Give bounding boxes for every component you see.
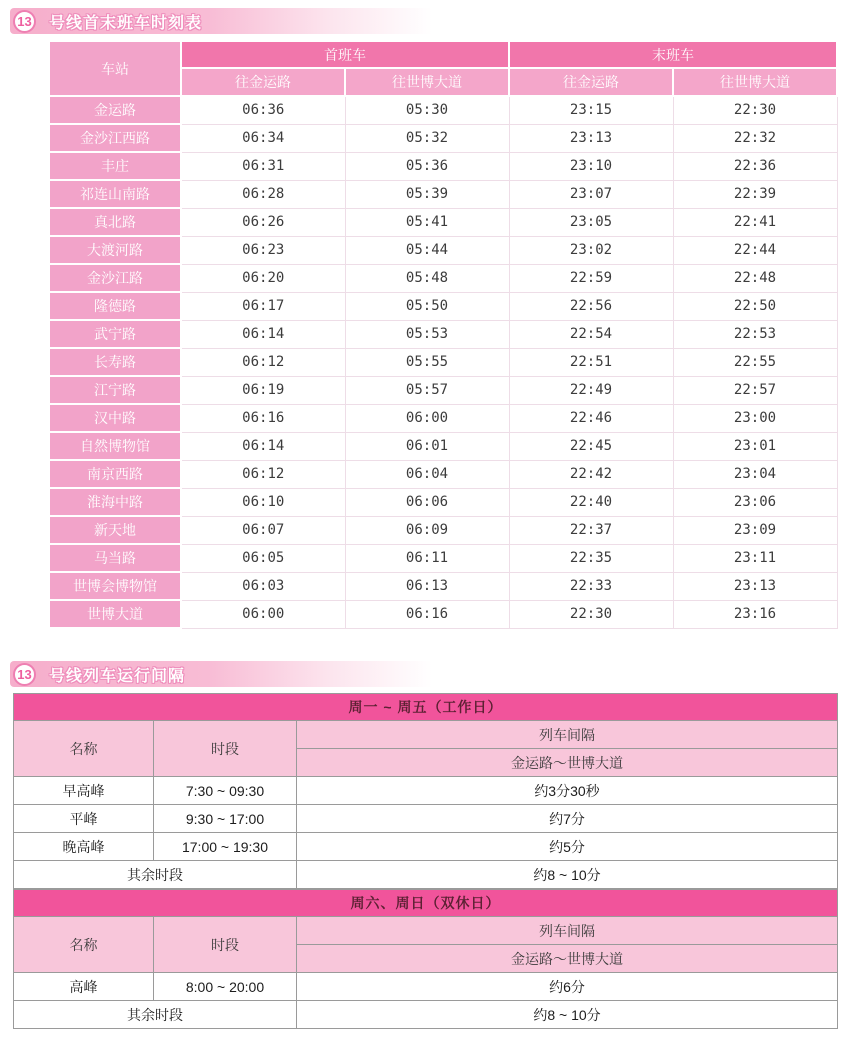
first-train-to-jinyun-cell: 06:03 bbox=[181, 572, 345, 600]
last-train-to-jinyun-cell: 23:15 bbox=[509, 96, 673, 124]
last-train-to-jinyun-cell: 22:35 bbox=[509, 544, 673, 572]
station-row bbox=[49, 180, 837, 208]
last-train-to-jinyun-cell: 23:07 bbox=[509, 180, 673, 208]
station-column-header: 车站 bbox=[49, 41, 181, 96]
station-row bbox=[49, 600, 837, 628]
first-train-to-shibo-cell: 05:32 bbox=[345, 124, 509, 152]
first-train-to-shibo-cell: 06:01 bbox=[345, 432, 509, 460]
last-train-to-shibo-cell: 22:44 bbox=[673, 236, 837, 264]
last-train-to-shibo-cell: 23:06 bbox=[673, 488, 837, 516]
period-name-cell: 早高峰 bbox=[14, 777, 154, 805]
other-period-interval: 约8 ~ 10分 bbox=[297, 861, 838, 889]
last-train-to-jinyun-cell: 22:46 bbox=[509, 404, 673, 432]
station-name-cell: 真北路 bbox=[49, 208, 181, 236]
last-train-to-shibo-cell: 22:55 bbox=[673, 348, 837, 376]
last-train-to-shibo-cell: 22:53 bbox=[673, 320, 837, 348]
first-train-to-jinyun-cell: 06:12 bbox=[181, 348, 345, 376]
first-train-to-shibo-cell: 05:36 bbox=[345, 152, 509, 180]
station-row bbox=[49, 404, 837, 432]
last-train-to-jinyun-cell: 22:37 bbox=[509, 516, 673, 544]
interval-column-header: 列车间隔 bbox=[297, 917, 838, 945]
station-name-cell: 江宁路 bbox=[49, 376, 181, 404]
station-name-cell: 淮海中路 bbox=[49, 488, 181, 516]
station-row bbox=[49, 152, 837, 180]
station-name-cell: 金运路 bbox=[49, 96, 181, 124]
interval-row bbox=[14, 833, 838, 861]
period-column-header: 时段 bbox=[154, 917, 297, 973]
first-train-to-shibo-cell: 05:53 bbox=[345, 320, 509, 348]
first-train-to-jinyun-cell: 06:36 bbox=[181, 96, 345, 124]
table2-title-ribbon bbox=[10, 661, 450, 687]
station-name-cell: 长寿路 bbox=[49, 348, 181, 376]
last-train-to-jinyun-cell: 22:33 bbox=[509, 572, 673, 600]
station-name-cell: 世博会博物馆 bbox=[49, 572, 181, 600]
station-name-cell: 丰庄 bbox=[49, 152, 181, 180]
interval-value-cell: 约7分 bbox=[297, 805, 838, 833]
dir-header-to-jinyun-first: 往金运路 bbox=[181, 68, 345, 96]
interval-row bbox=[14, 777, 838, 805]
last-train-to-jinyun-cell: 23:05 bbox=[509, 208, 673, 236]
last-train-to-jinyun-cell: 23:13 bbox=[509, 124, 673, 152]
dir-header-to-jinyun-last: 往金运路 bbox=[509, 68, 673, 96]
weekday-band-header: 周一 ~ 周五（工作日） bbox=[14, 694, 838, 721]
first-train-group-header: 首班车 bbox=[181, 41, 509, 68]
station-row bbox=[49, 460, 837, 488]
last-train-to-shibo-cell: 22:48 bbox=[673, 264, 837, 292]
last-train-to-jinyun-cell: 22:56 bbox=[509, 292, 673, 320]
name-column-header: 名称 bbox=[14, 917, 154, 973]
period-range-cell: 7:30 ~ 09:30 bbox=[154, 777, 297, 805]
interval-row bbox=[14, 805, 838, 833]
station-row bbox=[49, 348, 837, 376]
station-name-cell: 隆德路 bbox=[49, 292, 181, 320]
station-row bbox=[49, 320, 837, 348]
station-name-cell: 金沙江路 bbox=[49, 264, 181, 292]
first-train-to-shibo-cell: 05:57 bbox=[345, 376, 509, 404]
last-train-to-shibo-cell: 22:32 bbox=[673, 124, 837, 152]
station-name-cell: 祁连山南路 bbox=[49, 180, 181, 208]
interval-value-cell: 约3分30秒 bbox=[297, 777, 838, 805]
period-name-cell: 晚高峰 bbox=[14, 833, 154, 861]
last-train-to-shibo-cell: 23:13 bbox=[673, 572, 837, 600]
first-train-to-jinyun-cell: 06:23 bbox=[181, 236, 345, 264]
line-13-badge: 13 bbox=[13, 663, 36, 686]
period-name-cell: 高峰 bbox=[14, 973, 154, 1001]
station-name-cell: 金沙江西路 bbox=[49, 124, 181, 152]
weekend-other-period-row bbox=[14, 1001, 838, 1029]
station-row bbox=[49, 376, 837, 404]
last-train-to-shibo-cell: 23:16 bbox=[673, 600, 837, 628]
first-train-to-jinyun-cell: 06:20 bbox=[181, 264, 345, 292]
station-name-cell: 新天地 bbox=[49, 516, 181, 544]
first-train-to-jinyun-cell: 06:14 bbox=[181, 432, 345, 460]
last-train-to-jinyun-cell: 22:45 bbox=[509, 432, 673, 460]
interval-value-cell: 约6分 bbox=[297, 973, 838, 1001]
last-train-to-jinyun-cell: 23:02 bbox=[509, 236, 673, 264]
last-train-to-shibo-cell: 22:36 bbox=[673, 152, 837, 180]
first-train-to-jinyun-cell: 06:19 bbox=[181, 376, 345, 404]
station-name-cell: 世博大道 bbox=[49, 600, 181, 628]
station-row bbox=[49, 516, 837, 544]
period-range-cell: 8:00 ~ 20:00 bbox=[154, 973, 297, 1001]
weekend-band-row bbox=[14, 890, 838, 917]
table2-title: 号线列车运行间隔 bbox=[49, 667, 186, 685]
first-train-to-shibo-cell: 05:30 bbox=[345, 96, 509, 124]
last-train-to-jinyun-cell: 22:40 bbox=[509, 488, 673, 516]
first-train-to-shibo-cell: 06:11 bbox=[345, 544, 509, 572]
last-train-group-header: 末班车 bbox=[509, 41, 837, 68]
interval-table-weekend bbox=[13, 889, 838, 1029]
first-train-to-jinyun-cell: 06:34 bbox=[181, 124, 345, 152]
last-train-to-jinyun-cell: 22:54 bbox=[509, 320, 673, 348]
first-last-train-table bbox=[48, 40, 838, 629]
first-train-to-jinyun-cell: 06:14 bbox=[181, 320, 345, 348]
station-row bbox=[49, 292, 837, 320]
other-period-interval: 约8 ~ 10分 bbox=[297, 1001, 838, 1029]
period-range-cell: 17:00 ~ 19:30 bbox=[154, 833, 297, 861]
last-train-to-shibo-cell: 22:41 bbox=[673, 208, 837, 236]
first-train-to-jinyun-cell: 06:17 bbox=[181, 292, 345, 320]
group-header-row bbox=[49, 41, 837, 68]
last-train-to-jinyun-cell: 22:42 bbox=[509, 460, 673, 488]
first-train-to-jinyun-cell: 06:16 bbox=[181, 404, 345, 432]
first-train-to-shibo-cell: 05:41 bbox=[345, 208, 509, 236]
last-train-to-jinyun-cell: 22:49 bbox=[509, 376, 673, 404]
first-train-to-jinyun-cell: 06:00 bbox=[181, 600, 345, 628]
first-train-to-shibo-cell: 06:13 bbox=[345, 572, 509, 600]
timetable-page bbox=[0, 8, 851, 1039]
station-row bbox=[49, 572, 837, 600]
last-train-to-shibo-cell: 23:09 bbox=[673, 516, 837, 544]
weekend-header-row bbox=[14, 917, 838, 945]
interval-row bbox=[14, 973, 838, 1001]
interval-value-cell: 约5分 bbox=[297, 833, 838, 861]
station-row bbox=[49, 236, 837, 264]
station-row bbox=[49, 124, 837, 152]
station-row bbox=[49, 488, 837, 516]
last-train-to-jinyun-cell: 22:51 bbox=[509, 348, 673, 376]
station-row bbox=[49, 432, 837, 460]
last-train-to-shibo-cell: 22:57 bbox=[673, 376, 837, 404]
first-train-to-shibo-cell: 06:04 bbox=[345, 460, 509, 488]
first-train-to-jinyun-cell: 06:26 bbox=[181, 208, 345, 236]
last-train-to-shibo-cell: 22:30 bbox=[673, 96, 837, 124]
first-train-to-jinyun-cell: 06:10 bbox=[181, 488, 345, 516]
first-train-to-shibo-cell: 06:09 bbox=[345, 516, 509, 544]
period-range-cell: 9:30 ~ 17:00 bbox=[154, 805, 297, 833]
name-column-header: 名称 bbox=[14, 721, 154, 777]
last-train-to-jinyun-cell: 22:59 bbox=[509, 264, 673, 292]
first-train-to-jinyun-cell: 06:12 bbox=[181, 460, 345, 488]
route-subheader: 金运路～世博大道 bbox=[297, 749, 838, 777]
first-train-to-jinyun-cell: 06:28 bbox=[181, 180, 345, 208]
station-name-cell: 自然博物馆 bbox=[49, 432, 181, 460]
period-column-header: 时段 bbox=[154, 721, 297, 777]
other-period-label: 其余时段 bbox=[14, 861, 297, 889]
weekend-band-header: 周六、周日（双休日） bbox=[14, 890, 838, 917]
dir-header-to-shibo-last: 往世博大道 bbox=[673, 68, 837, 96]
station-row bbox=[49, 264, 837, 292]
station-row bbox=[49, 96, 837, 124]
station-name-cell: 南京西路 bbox=[49, 460, 181, 488]
first-train-to-shibo-cell: 05:48 bbox=[345, 264, 509, 292]
table1-title: 号线首末班车时刻表 bbox=[49, 14, 203, 32]
first-train-to-shibo-cell: 05:50 bbox=[345, 292, 509, 320]
interval-table-weekday bbox=[13, 693, 838, 889]
last-train-to-jinyun-cell: 23:10 bbox=[509, 152, 673, 180]
station-row bbox=[49, 208, 837, 236]
first-train-to-shibo-cell: 05:44 bbox=[345, 236, 509, 264]
weekday-band-row bbox=[14, 694, 838, 721]
line-13-badge: 13 bbox=[13, 10, 36, 33]
last-train-to-jinyun-cell: 22:30 bbox=[509, 600, 673, 628]
first-train-to-shibo-cell: 06:00 bbox=[345, 404, 509, 432]
route-subheader: 金运路～世博大道 bbox=[297, 945, 838, 973]
first-train-to-jinyun-cell: 06:31 bbox=[181, 152, 345, 180]
station-name-cell: 大渡河路 bbox=[49, 236, 181, 264]
first-train-to-jinyun-cell: 06:05 bbox=[181, 544, 345, 572]
dir-header-to-shibo-first: 往世博大道 bbox=[345, 68, 509, 96]
last-train-to-shibo-cell: 23:11 bbox=[673, 544, 837, 572]
last-train-to-shibo-cell: 22:39 bbox=[673, 180, 837, 208]
other-period-label: 其余时段 bbox=[14, 1001, 297, 1029]
station-name-cell: 武宁路 bbox=[49, 320, 181, 348]
station-row bbox=[49, 544, 837, 572]
last-train-to-shibo-cell: 22:50 bbox=[673, 292, 837, 320]
last-train-to-shibo-cell: 23:01 bbox=[673, 432, 837, 460]
last-train-to-shibo-cell: 23:00 bbox=[673, 404, 837, 432]
last-train-to-shibo-cell: 23:04 bbox=[673, 460, 837, 488]
weekday-header-row bbox=[14, 721, 838, 749]
first-train-to-shibo-cell: 05:55 bbox=[345, 348, 509, 376]
first-train-to-shibo-cell: 06:16 bbox=[345, 600, 509, 628]
table1-title-ribbon bbox=[10, 8, 450, 34]
first-train-to-shibo-cell: 05:39 bbox=[345, 180, 509, 208]
first-train-to-shibo-cell: 06:06 bbox=[345, 488, 509, 516]
weekday-other-period-row bbox=[14, 861, 838, 889]
station-name-cell: 马当路 bbox=[49, 544, 181, 572]
first-train-to-jinyun-cell: 06:07 bbox=[181, 516, 345, 544]
station-name-cell: 汉中路 bbox=[49, 404, 181, 432]
interval-column-header: 列车间隔 bbox=[297, 721, 838, 749]
period-name-cell: 平峰 bbox=[14, 805, 154, 833]
